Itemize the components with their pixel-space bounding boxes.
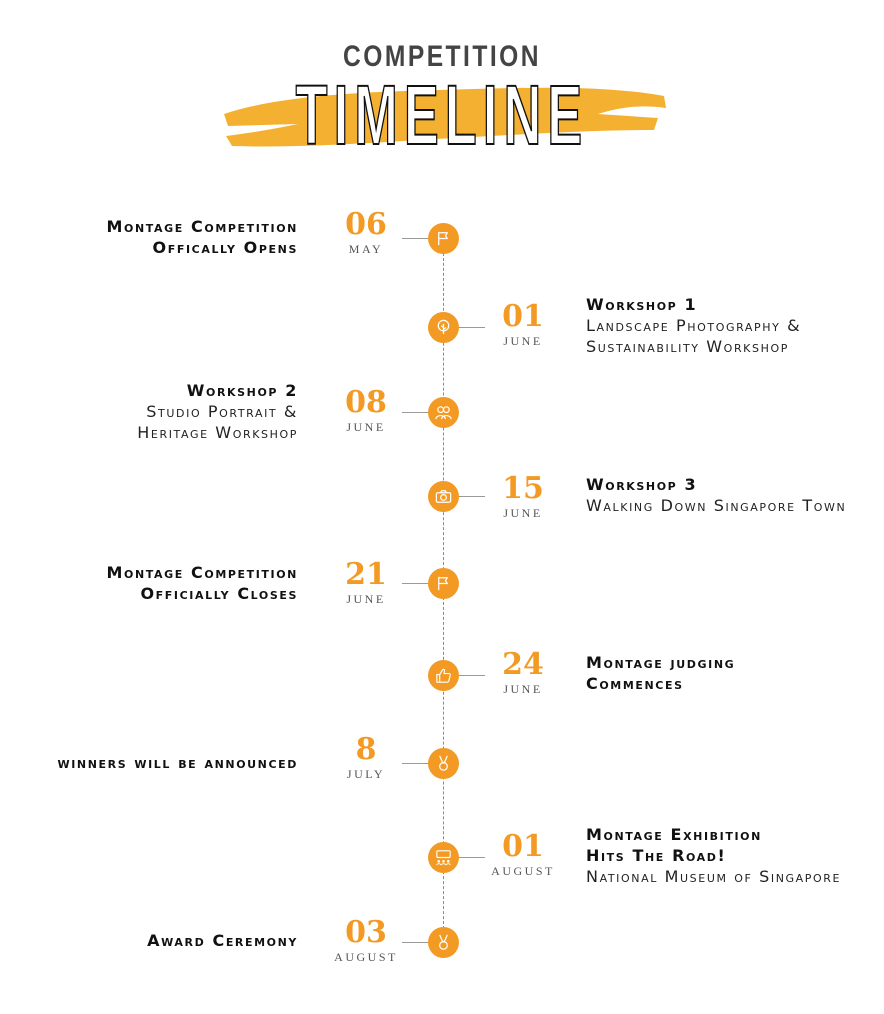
event-day: 08 [345,385,387,420]
event-month: AUGUST [334,950,398,964]
medal-icon [434,933,453,952]
timeline-header [0,0,884,190]
timeline-node [428,927,459,958]
event-day: 15 [502,471,544,506]
event-title: Montage judging [586,653,736,672]
event-description [106,562,298,604]
event-date [478,829,568,879]
event-subtitle: Sustainability Workshop [586,337,789,356]
event-day: 24 [502,647,544,682]
camera-icon [434,487,453,506]
event-month: JUNE [346,420,386,434]
event-date [478,647,568,697]
event-subtitle: Walking Down Singapore Town [586,496,847,515]
event-title: Workshop 2 [186,381,298,400]
event-title: Hits The Road! [586,846,727,865]
timeline-node [428,397,459,428]
event-title: winners will be announced [57,753,298,772]
timeline-node [428,223,459,254]
event-month: JULY [346,767,386,781]
timeline-node [428,748,459,779]
event-day: 06 [345,207,387,242]
timeline-node [428,568,459,599]
event-month: MAY [348,242,384,256]
flag-icon [434,574,453,593]
event-title: Award Ceremony [147,931,298,950]
event-description [147,930,298,951]
event-subtitle: Studio Portrait & [146,402,298,421]
event-description [57,752,298,773]
event-day: 03 [345,915,387,950]
event-month: JUNE [503,506,543,520]
event-day: 21 [345,557,387,592]
event-description [137,380,298,443]
event-date [321,557,411,607]
title-timeline: TIMELINE [295,68,589,162]
event-month: JUNE [503,334,543,348]
event-month: JUNE [346,592,386,606]
event-month: AUGUST [491,864,555,878]
event-description [106,216,298,258]
event-month: JUNE [503,682,543,696]
event-description [586,652,735,694]
event-description [586,474,846,516]
people-icon [434,403,453,422]
event-title: Workshop 3 [586,475,698,494]
event-title: Montage Exhibition [586,825,762,844]
event-subtitle: Landscape Photography & [586,316,802,335]
thumbs-up-icon [434,666,453,685]
event-title: Workshop 1 [586,295,698,314]
event-title: Commences [586,674,684,693]
event-date [321,915,411,965]
event-description [586,824,841,887]
event-date [321,207,411,257]
flag-icon [434,229,453,248]
event-description [586,294,801,357]
event-subtitle: National Museum of Singapore [586,867,842,886]
event-title: Montage Competition [106,217,298,236]
event-subtitle: Heritage Workshop [137,423,298,442]
timeline-node [428,481,459,512]
event-title: Montage Competition [106,563,298,582]
tree-icon [434,318,453,337]
event-date [321,385,411,435]
event-title: Offically Opens [152,238,298,257]
event-date [321,732,411,782]
timeline-node [428,660,459,691]
event-day: 01 [502,299,544,334]
event-day: 01 [502,829,544,864]
event-title: Officially Closes [140,584,298,603]
timeline-node [428,312,459,343]
event-day: 8 [355,732,377,767]
event-date [478,471,568,521]
audience-icon [434,848,453,867]
timeline-node [428,842,459,873]
event-date [478,299,568,349]
medal-icon [434,754,453,773]
title-competition: COMPETITION [343,40,541,73]
